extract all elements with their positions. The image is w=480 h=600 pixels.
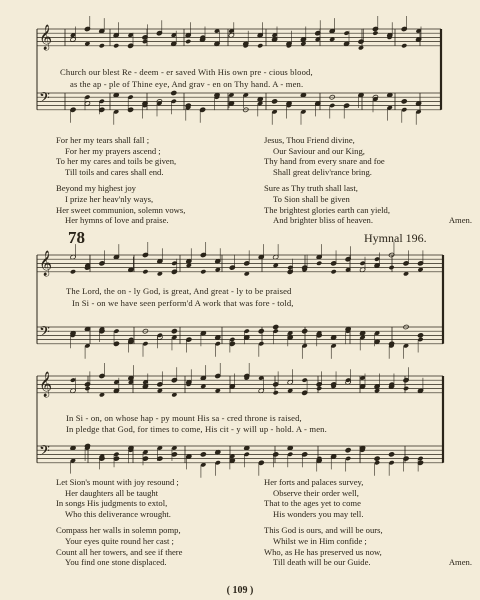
verse-line: Her daughters all be taught (65, 487, 159, 498)
verse-line: Your eyes quite round her cast ; (65, 535, 174, 546)
note-head (99, 43, 105, 48)
verse-line: Beyond my highest joy (56, 183, 136, 194)
note-head (273, 390, 279, 395)
verse-line: Thy hand from every snare and foe (264, 156, 385, 167)
bass-clef-icon: 𝄢 (39, 90, 50, 110)
verse-stanza (56, 477, 256, 519)
verse-line: Who this deliverance wrought. (65, 508, 171, 519)
verse-line: Let Sion's mount with joy resound ; (56, 477, 179, 487)
system-3-lyric-line-2: In pledge that God, for times to come, His cit - y will up - hold. A - men. (66, 424, 327, 434)
note-head (272, 99, 278, 104)
treble-clef-icon: 𝄞 (39, 251, 53, 276)
note-head (345, 448, 351, 453)
verse-line: His wonders you may tell. (273, 508, 364, 519)
note-head (113, 43, 119, 48)
verse-stanza (264, 183, 472, 225)
verse-stanza (56, 525, 256, 567)
verse-stanza (264, 525, 472, 567)
note-head (171, 329, 177, 334)
verse-line: The brightest glories earth can yield, (264, 204, 390, 215)
verse-line: To Sion shall be given (273, 193, 350, 204)
page-number: ( 109 ) (226, 585, 254, 596)
note-head (200, 269, 206, 274)
note-head (401, 99, 407, 104)
verse-stanza (56, 135, 246, 177)
note-head (258, 329, 264, 334)
verse-line: Our Saviour and our King, (273, 145, 365, 156)
verse-line: Her hymns of love and praise. (65, 215, 169, 226)
note-head (302, 329, 308, 334)
note-head (401, 43, 407, 48)
amen-label: Amen. (448, 557, 472, 568)
verse-line: Jesus, Thou Friend divine, (264, 135, 355, 145)
verse-line: Till toils and cares shall end. (65, 166, 164, 177)
verse-line: To her my cares and toils be given, (56, 156, 177, 167)
verses-top-right (264, 135, 472, 232)
verse-line: Her forts and palaces survey, (264, 477, 364, 487)
verse-line: Observe their order well, (273, 487, 359, 498)
verse-line: Her sweet communion, solemn vows, (56, 204, 186, 215)
verse-line: Who, as He has preserved us now, (264, 546, 382, 557)
bass-clef-icon: 𝄢 (39, 324, 50, 344)
amen-label: Amen. (448, 215, 472, 226)
verse-line: For her my prayers ascend ; (65, 145, 161, 156)
note-head (388, 452, 394, 457)
system-3-lyric-line-1: In Si - on, on whose hap - py mount His sa - cred throne is raised, (66, 413, 302, 423)
note-head (316, 386, 322, 391)
verse-line: Whilst we in Him confide ; (273, 535, 367, 546)
note-head (257, 43, 263, 48)
verse-stanza (264, 477, 472, 519)
verse-line: In songs His judgments to extol, (56, 498, 168, 509)
verse-stanza (56, 183, 246, 225)
note-head (388, 265, 394, 270)
system-2-lyric-line-2: In Si - on we have seen perform'd A work that was fore - told, (72, 298, 294, 308)
note-head (417, 333, 423, 338)
note-head (171, 90, 177, 95)
treble-clef-icon: 𝄞 (39, 372, 53, 397)
note-head (200, 452, 206, 457)
note-head (374, 456, 380, 461)
verse-line: And brighter bliss of heaven. (273, 215, 373, 226)
verses-top-left (56, 135, 246, 232)
note-head (372, 30, 378, 35)
system-1-lyric-line-1: Church our blest Re - deem - er saved With His own pre - cious blood, (60, 67, 313, 77)
note-head (70, 269, 76, 274)
verse-line: For her my tears shall fall ; (56, 135, 150, 145)
verse-stanza (264, 135, 472, 177)
note-head (316, 261, 322, 266)
verse-line: You find one stone displaced. (65, 557, 167, 568)
verse-line: I prize her heav'nly ways, (65, 193, 154, 204)
note-head (185, 39, 191, 44)
verse-line: That to the ages yet to come (264, 498, 361, 509)
verse-line: This God is ours, and will be ours, (264, 525, 383, 536)
note-head (142, 269, 148, 274)
verses-bottom-left (56, 477, 256, 574)
verse-line: Shall great deliv'rance bring. (273, 166, 372, 177)
verse-line: Till death will be our Guide. (273, 557, 371, 568)
verse-line: Compass her walls in solemn pomp, (56, 525, 181, 536)
verse-line: Count all her towers, and see if there (56, 546, 183, 557)
hymn-number: 78 (68, 228, 85, 247)
verses-bottom-right (264, 477, 472, 574)
verse-line: Sure as Thy truth shall last, (264, 183, 358, 194)
hymnal-reference: Hymnal 196. (364, 231, 427, 245)
bass-clef-icon: 𝄢 (39, 443, 50, 463)
note-head (331, 269, 337, 274)
treble-clef-icon: 𝄞 (39, 25, 53, 50)
note-head (403, 386, 409, 391)
note-head (273, 324, 279, 329)
system-2-lyric-line-1: The Lord, the on - ly God, is great, And great - ly to be praised (66, 286, 292, 296)
system-1-lyric-line-2: as the ap - ple of Thine eye, And grav - en on Thy hand. A - men. (70, 79, 304, 89)
note-head (84, 386, 90, 391)
